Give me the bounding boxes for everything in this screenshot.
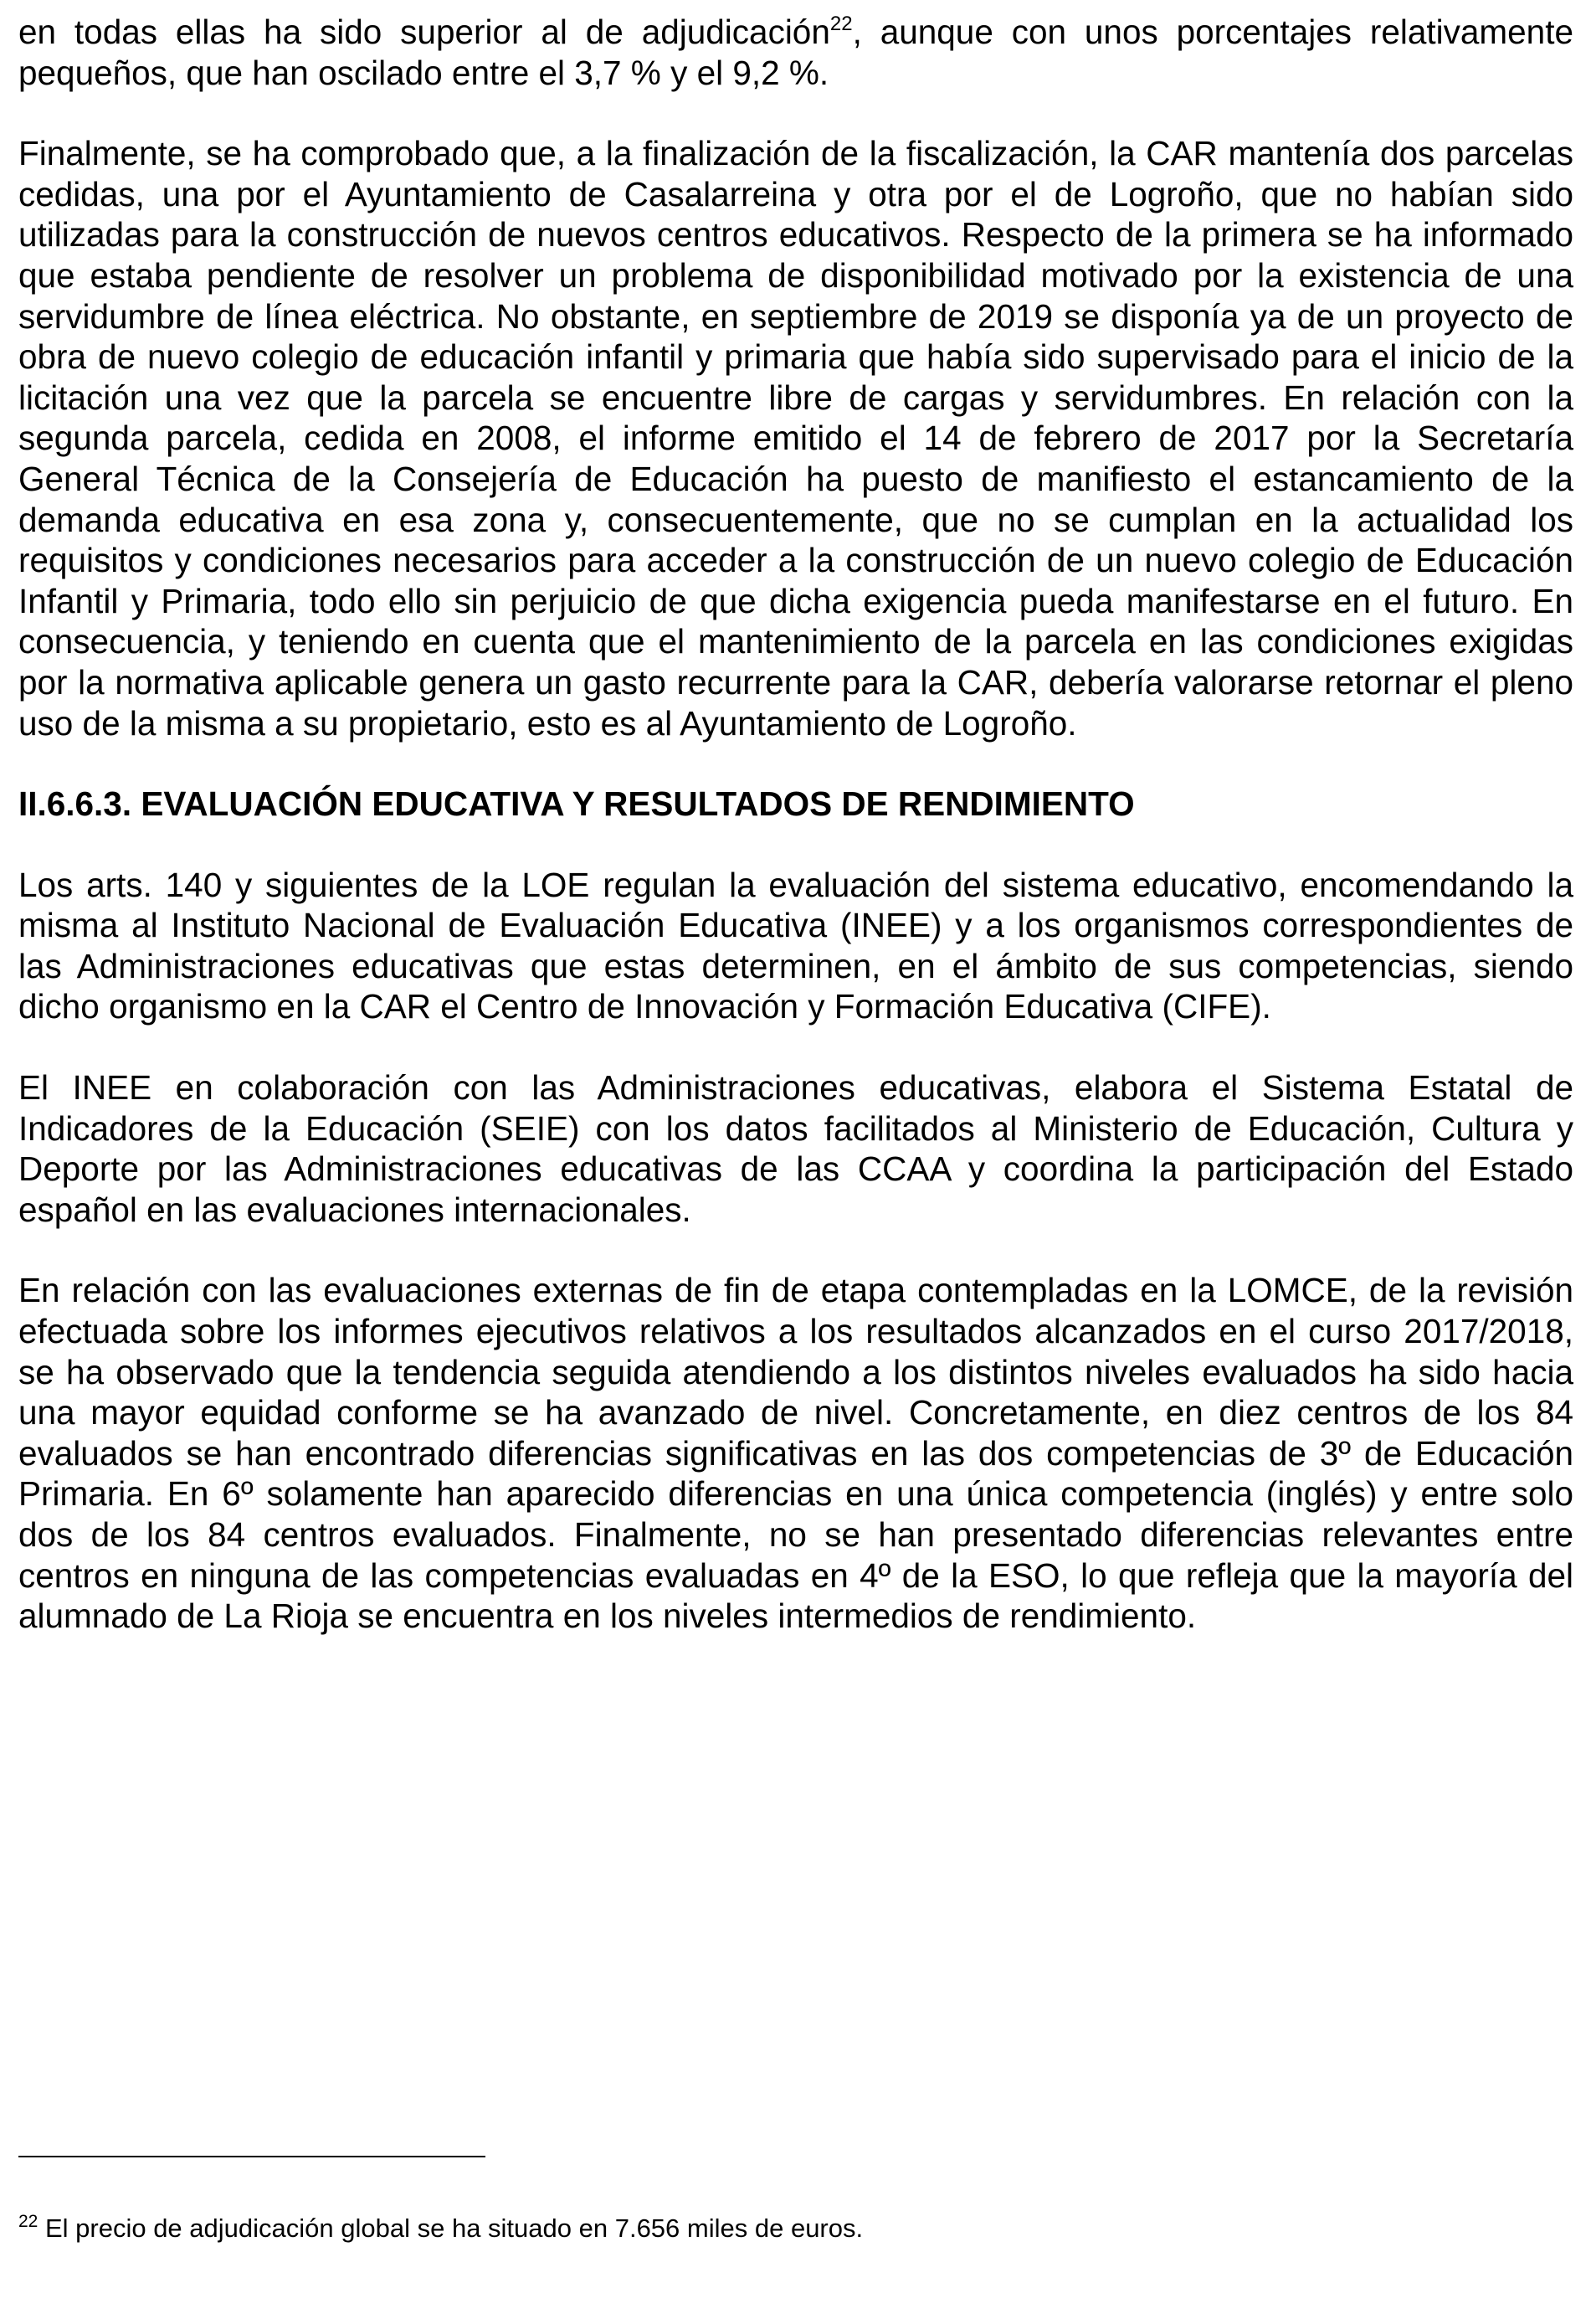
footnote-number: 22 bbox=[18, 2212, 38, 2231]
paragraph-loe-evaluation: Los arts. 140 y siguientes de la LOE regulan la evaluación del sistema educativo, encomendando la misma al Instituto Nacional de Evaluación Educativa (INEE) y a los organismos correspondientes de las Administraciones educativas que estas determinen, en el ámbito de sus competencias, siendo dicho organismo en la CAR el Centro de Innovación y Formación Educativa (CIFE). bbox=[18, 865, 1573, 1026]
section-heading: II.6.6.3. EVALUACIÓN EDUCATIVA Y RESULTADOS DE RENDIMIENTO bbox=[18, 784, 1135, 824]
paragraph-inee: El INEE en colaboración con las Administraciones educativas, elabora el Sistema Estatal de Indicadores de la Educación (SEIE) con los datos facilitados al Ministerio de Educación, Cultura y Deporte por las Administraciones educativas de las CCAA y coordina la participación del Estado español en las evaluaciones internacionales. bbox=[18, 1068, 1573, 1229]
paragraph-adjudication bbox=[18, 12, 1573, 93]
footnote-reference[interactable]: 22 bbox=[829, 13, 853, 35]
paragraph-text: en todas ellas ha sido superior al de adjudicación bbox=[18, 13, 830, 51]
paragraph-parcels: Finalmente, se ha comprobado que, a la finalización de la fiscalización, la CAR mantenía dos parcelas cedidas, una por el Ayuntamiento de Casalarreina y otra por el de Logroño, que no habían sido utilizadas para la construcción de nuevos centros educativos. Respecto de la primera se ha informado que estaba pendiente de resolver un problema de disponibilidad motivado por la existencia de una servidumbre de línea eléctrica. No obstante, en septiembre de 2019 se disponía ya de un proyecto de obra de nuevo colegio de educación infantil y primaria que había sido supervisado para el inicio de la licitación una vez que la parcela se encuentre libre de cargas y servidumbres. En relación con la segunda parcela, cedida en 2008, el informe emitido el 14 de febrero de 2017 por la Secretaría General Técnica de la Consejería de Educación ha puesto de manifiesto el estancamiento de la demanda educativa en esa zona y, consecuentemente, que no se cumplan en la actualidad los requisitos y condiciones necesarios para acceder a la construcción de un nuevo colegio de Educación Infantil y Primaria, todo ello sin perjuicio de que dicha exigencia pueda manifestarse en el futuro. En consecuencia, y teniendo en cuenta que el mantenimiento de la parcela en las condiciones exigidas por la normativa aplicable genera un gasto recurrente para la CAR, debería valorarse retornar el pleno uso de la misma a su propietario, esto es al Ayuntamiento de Logroño. bbox=[18, 134, 1573, 743]
paragraph-lomce-results: En relación con las evaluaciones externas de fin de etapa contempladas en la LOMCE, de la revisión efectuada sobre los informes ejecutivos relativos a los resultados alcanzados en el curso 2017/2018, se ha observado que la tendencia seguida atendiendo a los distintos niveles evaluados ha sido hacia una mayor equidad conforme se ha avanzado de nivel. Concretamente, en diez centros de los 84 evaluados se han encontrado diferencias significativas en las dos competencias de 3º de Educación Primaria. En 6º solamente han aparecido diferencias en una única competencia (inglés) y entre solo dos de los 84 centros evaluados. Finalmente, no se han presentado diferencias relevantes entre centros en ninguna de las competencias evaluadas en 4º de la ESO, lo que refleja que la mayoría del alumnado de La Rioja se encuentra en los niveles intermedios de rendimiento. bbox=[18, 1271, 1573, 1636]
paragraph-text: , aunque con unos porcentajes relativamente pequeños, que han oscilado entre el 3,7 % y el 9,2 %. bbox=[18, 13, 1573, 92]
footnote-text: El precio de adjudicación global se ha situado en 7.656 miles de euros. bbox=[38, 2213, 864, 2243]
footnote bbox=[18, 2213, 863, 2244]
footnote-separator bbox=[18, 2156, 485, 2157]
document-page bbox=[18, 12, 1573, 1637]
